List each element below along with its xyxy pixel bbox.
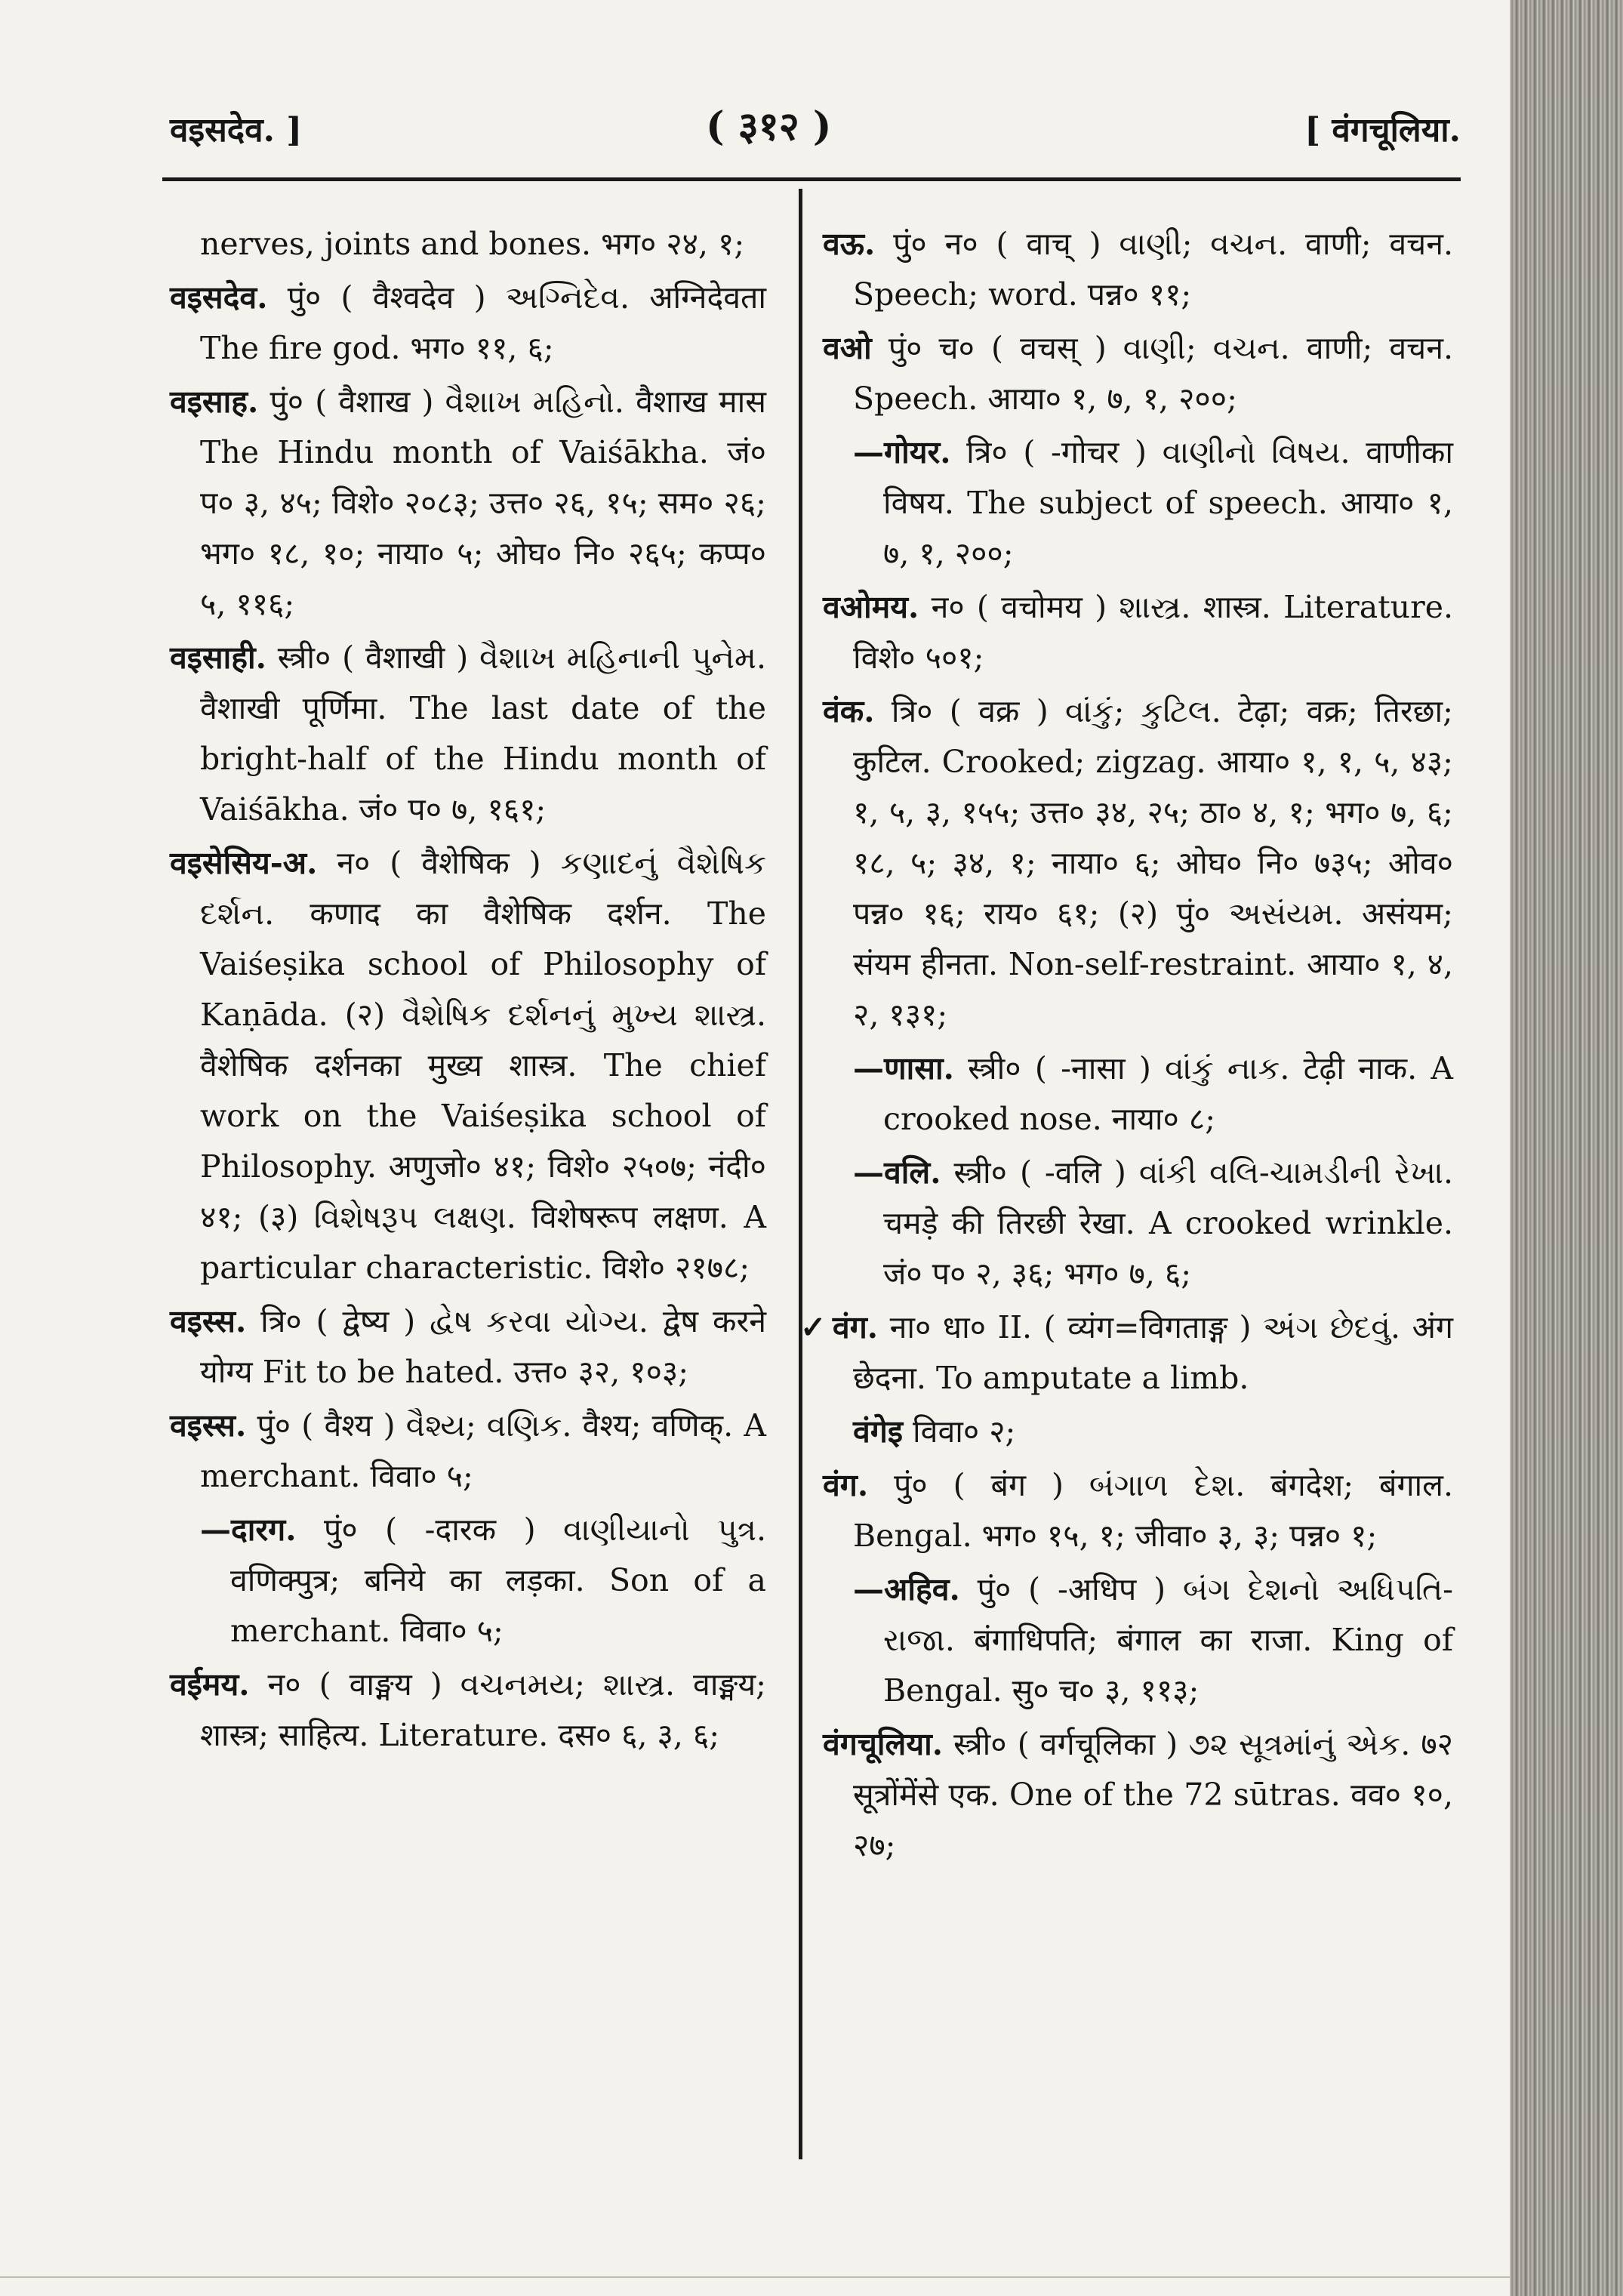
headword: वइसाह. — [170, 384, 259, 420]
sub-entry — [823, 1564, 1453, 1716]
headword: वइस्स. — [170, 1303, 247, 1339]
header-left-guideword: वइसदेव. ] — [170, 111, 303, 149]
headword: वंगचूलिया. — [823, 1726, 944, 1762]
dictionary-entry — [170, 838, 766, 1293]
dictionary-entry — [823, 323, 1453, 424]
headword: वइसाही. — [170, 639, 266, 676]
header-right-guideword: [ वंगचूलिया. — [1304, 111, 1461, 149]
definition-text: पुं० ( बंग ) બંગાળ દેશ. बंगदेश; बंगाल. Bengal. भग० १५, १; जीवा० ३, ३; पन्न० १; — [853, 1467, 1453, 1554]
running-head — [170, 98, 1461, 159]
page-number: ( ३१२ ) — [706, 103, 832, 149]
checkmark-icon: ✓ — [800, 1309, 828, 1345]
definition-text: पुं० ( वैशाख ) વૈશાખ મહિનો. वैशाख मास The Hindu month of Vaiśākha. जं० प० ३, ४५; विशे० २०८३; उत्त० २६, १५; सम० २६; भग० १८, १०; नाया० ५; ओघ० नि० २६५; कप्प० ५, ११६; — [200, 384, 766, 622]
headword: —गोयर. — [853, 434, 951, 470]
headword: वओ — [823, 330, 872, 366]
headword: वऊ. — [823, 226, 876, 262]
dictionary-entry — [170, 633, 766, 835]
dictionary-entry — [170, 377, 766, 630]
headword: वंगेइ — [853, 1413, 904, 1450]
dictionary-entry — [823, 1460, 1453, 1561]
sub-entry — [170, 1505, 766, 1657]
definition-text: पुं० ( -अधिप ) બંગ દેશનો અધિપતિ-રાજા. बंगाधिपति; बंगाल का राजा. King of Bengal. सु० च० ३, ११३; — [883, 1571, 1453, 1709]
headword: वइस्स. — [170, 1407, 247, 1444]
definition-text: पुं० ( -दारक ) વાણીયાનો પુત્ર. वणिक्पुत्र; बनिये का लड़का. Son of a merchant. विवा० ५; — [230, 1512, 766, 1649]
definition-text: nerves, joints and bones. भग० २४, १; — [200, 226, 745, 262]
headword: वइसदेव. — [170, 279, 268, 316]
definition-text: त्रि० ( द्वेष्य ) દ્વેષ કરવા યોગ્ય. द्वेष करने योग्य Fit to be hated. उत्त० ३२, १०३; — [200, 1303, 766, 1390]
dictionary-entry — [170, 1296, 766, 1398]
column-divider — [799, 189, 802, 2159]
definition-text: पुं० ( वैश्वदेव ) અગ્નિદેવ. अग्निदेवता The fire god. भग० ११, ६; — [200, 279, 766, 366]
header-rule — [162, 177, 1461, 181]
left-column — [170, 219, 766, 1764]
right-column — [800, 219, 1453, 1874]
definition-text: ना० धा० II. ( व्यंग=विगताङ्ग ) અંગ છેદવું. अंग छेदना. To amputate a limb. — [853, 1309, 1453, 1396]
headword: —अहिव. — [853, 1571, 960, 1607]
dictionary-entry — [823, 1719, 1453, 1871]
definition-text: न० ( वाङ्मय ) વચનમય; શાસ્ત્ર. वाङ्मय; शास्त्र; साहित्य. Literature. दस० ६, ३, ६; — [200, 1666, 766, 1753]
definition-text: त्रि० ( वक्र ) વાંકું; કુટિલ. टेढ़ा; वक्र; तिरछा; कुटिल. Crooked; zigzag. आया० १, १, ५, ४३; १, ५, ३, १५५; उत्त० ३४, २५; ठा० ४, १; भग० ७, ६; १८, ५; ३४, १; नाया० ६; ओघ० नि० ७३५; ओव० पन्न० १६; राय० ६१; (२) पुं० અસંયમ. असंयम; संयम हीनता. Non-self-restraint. आया० १, ४, २, १३१; — [853, 693, 1453, 1033]
sub-entry — [823, 1043, 1453, 1145]
bottom-edge — [0, 2276, 1510, 2278]
headword: वंग. — [832, 1309, 879, 1345]
headword: वंग. — [823, 1467, 869, 1503]
dictionary-entry — [170, 1401, 766, 1502]
dictionary-entry — [170, 219, 766, 270]
headword: वईमय. — [170, 1666, 250, 1703]
definition-text: विवा० २; — [903, 1413, 1016, 1450]
definition-text: त्रि० ( -गोचर ) વાણીનો વિષય. वाणीका विषय. The subject of speech. आया० १, ७, १, २००; — [883, 434, 1453, 572]
dictionary-entry — [823, 686, 1453, 1040]
headword: वंक. — [823, 693, 875, 729]
headword: वओमय. — [823, 589, 919, 625]
headword: वइसेसिय-अ. — [170, 845, 318, 881]
definition-text: पुं० च० ( वचस् ) વાણી; વચન. वाणी; वचन. Speech. आया० १, ७, १, २००; — [853, 330, 1453, 417]
definition-text: न० ( वैशेषिक ) કણાદનું વૈશેષિક દર્શન. कणाद का वैशेषिक दर्शन. The Vaiśeṣika school of Philosophy of Kaṇāda. (२) વૈશેષિક દર્શનનું મુખ્ય શાસ્ત્ર. वैशेषिक दर्शनका मुख्य शास्त्र. The chief work on the Vaiśeṣika school of Philosophy. अणुजो० ४१; विशे० २५०७; नंदी० ४१; (३) વિશેષરૂપ લક્ષણ. विशेषरूप लक्षण. A particular characteristic. विशे० २१७८; — [200, 845, 766, 1286]
dictionary-entry — [170, 1660, 766, 1761]
definition-text: स्त्री० ( -नासा ) વાંકું નાક. टेढ़ी नाक. A crooked nose. नाया० ८; — [883, 1050, 1453, 1137]
headword: —दारग. — [200, 1512, 297, 1548]
definition-text: स्त्री० ( वर्गचूलिका ) ૭૨ સૂત્રમાંનું એક. ७२ सूत्रोंमेंसे एक. One of the 72 sūtras. वव० १०, २७; — [853, 1726, 1453, 1863]
sub-entry — [823, 1148, 1453, 1299]
definition-text: पुं० न० ( वाच् ) વાણી; વચન. वाणी; वचन. Speech; word. पन्न० ११; — [853, 226, 1453, 313]
definition-text: स्त्री० ( -वलि ) વાંકી વલિ-ચામડીની રેખા. चमड़े की तिरछी रेखा. A crooked wrinkle. जं० प० २, ३६; भग० ७, ६; — [883, 1154, 1453, 1292]
headword: —वलि. — [853, 1154, 941, 1191]
sub-entry — [823, 427, 1453, 579]
page-edge-scan — [1510, 0, 1623, 2296]
definition-text: पुं० ( वैश्य ) વૈશ્ય; વણિક. वैश्य; वणिक्. A merchant. विवा० ५; — [200, 1407, 766, 1494]
definition-text: न० ( वचोमय ) શાસ્ત્ર. शास्त्र. Literature. विशे० ५०१; — [853, 589, 1453, 676]
dictionary-entry — [800, 1302, 1453, 1404]
dictionary-entry — [170, 273, 766, 374]
definition-text: स्त्री० ( वैशाखी ) વૈશાખ મહિનાની પુનેમ. वैशाखी पूर्णिमा. The last date of the bright-half of the Hindu month of Vaiśākha. जं० प० ७, १६१; — [200, 639, 766, 827]
headword: —णासा. — [853, 1050, 954, 1086]
sub-entry — [823, 1407, 1453, 1457]
dictionary-entry — [823, 219, 1453, 320]
dictionary-entry — [823, 582, 1453, 683]
